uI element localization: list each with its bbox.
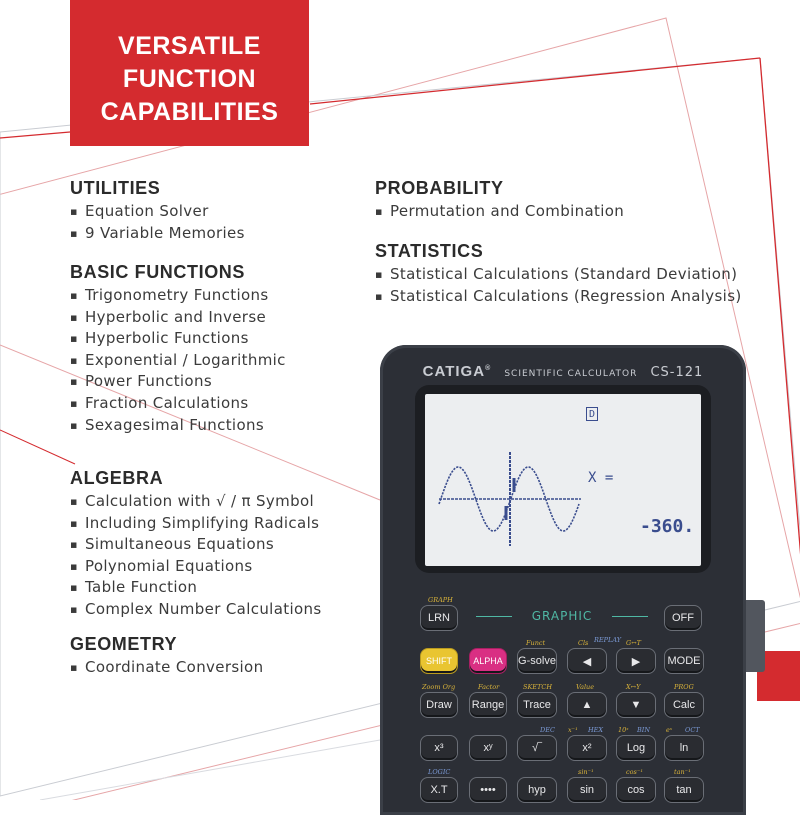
probability-section: [375, 177, 624, 223]
list-item: ▪ Table Function: [70, 577, 322, 599]
list-item: ▪ Calculation with √ / π Symbol: [70, 491, 322, 513]
banner-line-2: FUNCTION: [122, 64, 257, 93]
list-item: ▪ Statistical Calculations (Regression Analysis): [375, 286, 742, 308]
up-arrow-key[interactable]: ▲: [567, 692, 607, 718]
key-label: HEX: [588, 726, 604, 734]
range-key[interactable]: Range: [469, 692, 507, 718]
section-heading: UTILITIES: [70, 178, 161, 198]
alpha-key[interactable]: ALPHA: [469, 648, 507, 674]
calculator-subtitle: SCIENTIFIC CALCULATOR: [504, 369, 638, 379]
section-heading: GEOMETRY: [70, 634, 178, 654]
basic-functions-section: [70, 261, 286, 436]
down-arrow-key[interactable]: ▼: [616, 692, 656, 718]
key-label: x⁻¹: [568, 726, 578, 734]
ln-key[interactable]: ln: [664, 735, 704, 761]
cube-key[interactable]: x³: [420, 735, 458, 761]
key-label: REPLAY: [594, 636, 622, 644]
cos-key[interactable]: cos: [616, 777, 656, 803]
section-heading: PROBABILITY: [375, 178, 504, 198]
hyp-key[interactable]: hyp: [517, 777, 557, 803]
list-item: ▪ Polynomial Equations: [70, 556, 322, 578]
square-key[interactable]: x²: [567, 735, 607, 761]
key-label: cos⁻¹: [626, 768, 643, 776]
list-item: ▪ Equation Solver: [70, 201, 245, 223]
degree-indicator: D: [586, 407, 598, 421]
model-number: CS-121: [650, 365, 704, 380]
key-label: SKETCH: [523, 683, 553, 691]
list-item: ▪ 9 Variable Memories: [70, 223, 245, 245]
calc-key[interactable]: Calc: [664, 692, 704, 718]
section-heading: ALGEBRA: [70, 468, 164, 488]
calculator-title: [380, 361, 746, 380]
list-item: ▪ Statistical Calculations (Standard Deviation): [375, 264, 742, 286]
list-item: ▪ Exponential / Logarithmic: [70, 350, 286, 372]
key-label: tan⁻¹: [674, 768, 691, 776]
log-key[interactable]: Log: [616, 735, 656, 761]
exp-key[interactable]: ••••: [469, 777, 507, 803]
list-item: ▪ Permutation and Combination: [375, 201, 624, 223]
list-item: ▪ Sexagesimal Functions: [70, 415, 286, 437]
list-item: ▪ Complex Number Calculations: [70, 599, 322, 621]
algebra-section: [70, 467, 322, 621]
key-label: PROG: [674, 683, 694, 691]
key-label: Funct: [526, 639, 546, 647]
shift-key[interactable]: SHIFT: [420, 648, 458, 674]
lcd-screen: [425, 394, 701, 566]
power-key[interactable]: xʸ: [469, 735, 507, 761]
statistics-section: [375, 240, 742, 307]
graph-plot: [425, 394, 701, 566]
xt-key[interactable]: X.T: [420, 777, 458, 803]
list-item: ▪ Hyperbolic Functions: [70, 328, 286, 350]
key-label: BIN: [637, 726, 651, 734]
key-label: X↔Y: [626, 683, 641, 691]
sin-key[interactable]: sin: [567, 777, 607, 803]
off-key[interactable]: OFF: [664, 605, 702, 631]
brand-logo: CATIGA®: [422, 363, 492, 380]
key-label: sin⁻¹: [578, 768, 594, 776]
x-readout-value: -360.: [640, 516, 695, 537]
key-label: GRAPH: [428, 596, 453, 604]
list-item: ▪ Simultaneous Equations: [70, 534, 322, 556]
graphic-label: GRAPHIC: [482, 609, 642, 623]
key-label: Value: [576, 683, 595, 691]
left-arrow-key[interactable]: ◀: [567, 648, 607, 674]
list-item: ▪ Coordinate Conversion: [70, 657, 263, 679]
draw-key[interactable]: Draw: [420, 692, 458, 718]
list-item: ▪ Power Functions: [70, 371, 286, 393]
key-label: G↔T: [626, 639, 641, 647]
mode-key[interactable]: MODE: [664, 648, 704, 674]
geometry-section: [70, 633, 263, 679]
list-item: ▪ Including Simplifying Radicals: [70, 513, 322, 535]
key-label: Factor: [478, 683, 500, 691]
key-label: LOGIC: [428, 768, 451, 776]
right-arrow-key[interactable]: ▶: [616, 648, 656, 674]
list-item: ▪ Hyperbolic and Inverse: [70, 307, 286, 329]
key-label: Zoom Org: [422, 683, 456, 691]
list-item: ▪ Trigonometry Functions: [70, 285, 286, 307]
key-label: Cls: [578, 639, 589, 647]
key-label: eˣ: [666, 726, 673, 734]
calculator-image: [380, 345, 746, 815]
utilities-section: [70, 177, 245, 244]
list-item: ▪ Fraction Calculations: [70, 393, 286, 415]
sqrt-key[interactable]: √‾: [517, 735, 557, 761]
lrn-key[interactable]: LRN: [420, 605, 458, 631]
trace-key[interactable]: Trace: [517, 692, 557, 718]
title-banner: [70, 0, 309, 146]
calculator-side-tab: [743, 600, 765, 672]
key-label: OCT: [685, 726, 700, 734]
key-label: 10ˣ: [618, 726, 629, 734]
x-readout-label: X =: [588, 470, 614, 486]
gsolve-key[interactable]: G-solve: [517, 648, 557, 674]
section-heading: STATISTICS: [375, 241, 484, 261]
tan-key[interactable]: tan: [664, 777, 704, 803]
key-label: DEC: [540, 726, 555, 734]
section-heading: BASIC FUNCTIONS: [70, 262, 245, 282]
banner-line-3: CAPABILITIES: [100, 97, 279, 126]
banner-line-1: VERSATILE: [118, 31, 261, 60]
